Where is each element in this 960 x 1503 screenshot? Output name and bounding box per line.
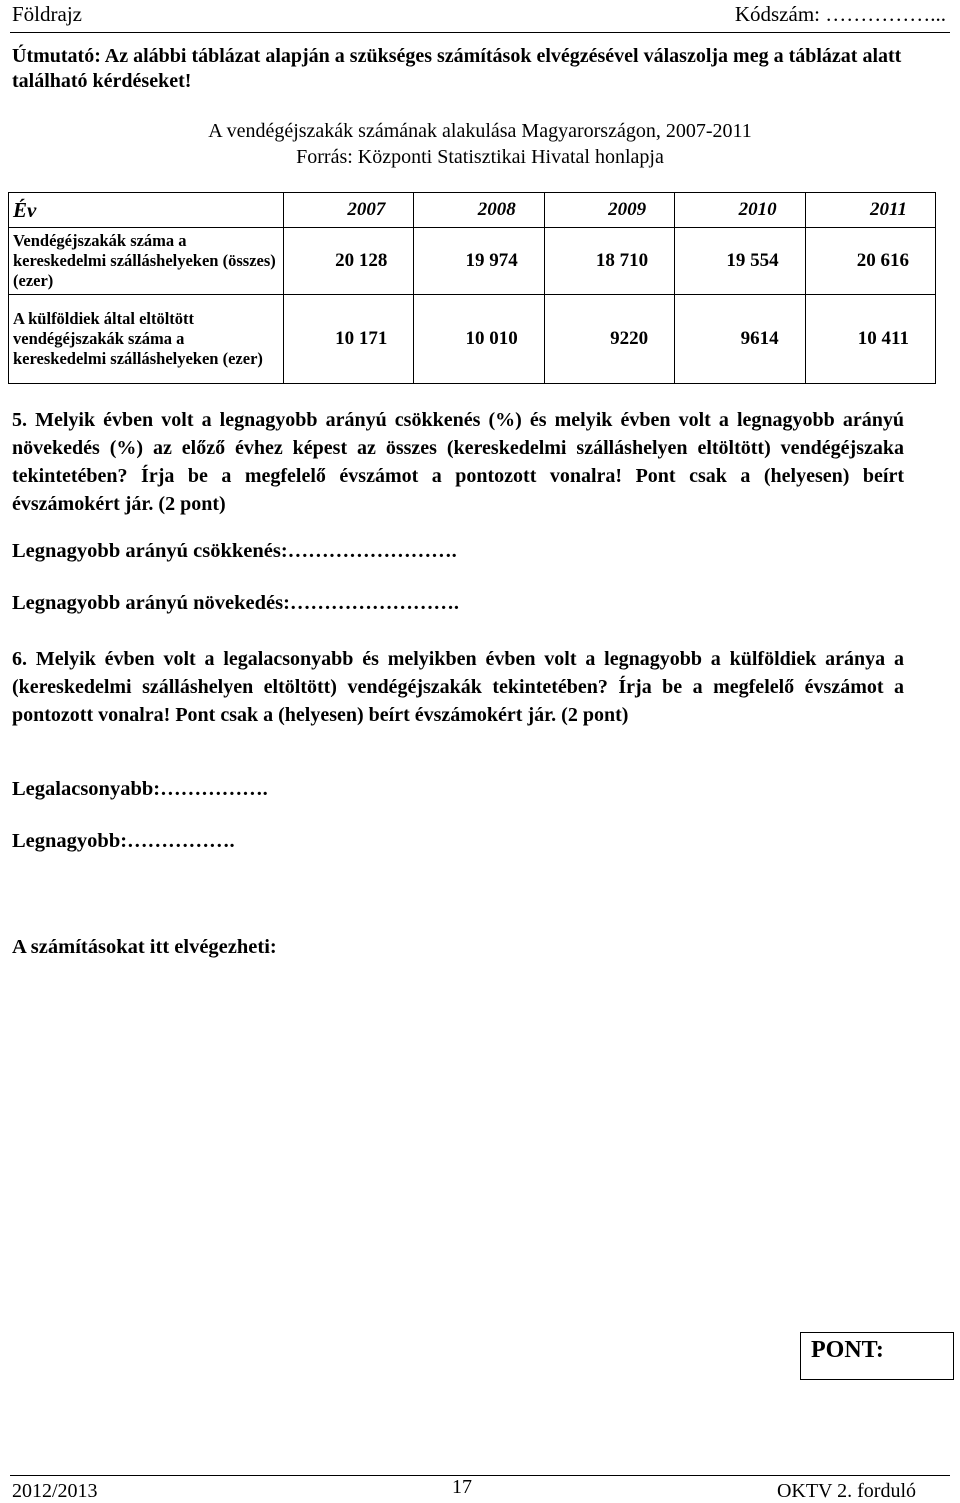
table-row-total xyxy=(9,228,936,295)
cell-foreign-2011: 10 411 xyxy=(805,295,935,384)
cell-total-2010: 19 554 xyxy=(675,228,805,295)
header-subject: Földrajz xyxy=(12,2,82,26)
cell-foreign-2008: 10 010 xyxy=(414,295,544,384)
cell-total-2011: 20 616 xyxy=(805,228,935,295)
score-label: PONT: xyxy=(811,1337,884,1363)
header-label-year: Év xyxy=(9,193,284,228)
cell-total-2008: 19 974 xyxy=(414,228,544,295)
table-header-row xyxy=(9,193,936,228)
footer-year: 2012/2013 xyxy=(12,1480,98,1502)
year-2007: 2007 xyxy=(284,193,414,228)
year-2011: 2011 xyxy=(805,193,935,228)
footer-page-number: 17 xyxy=(452,1476,472,1498)
question-6-answer-lowest[interactable]: Legalacsonyabb:……………. xyxy=(12,778,268,800)
question-5-text: 5. Melyik évben volt a legnagyobb arányú csökkenés (%) és melyik évben volt a legnagyobb arányú növekedés (%) az előző évhez képest az összes (kereskedelmi szálláshelyen eltöltött) vendégéjszaka tekintetében? Írja be a megfelelő évszámot a pontozott vonalra! Pont csak a (helyesen) beírt évszámokért jár. (2 pont) xyxy=(12,409,904,515)
header-code-label: Kódszám: ……………... xyxy=(734,2,946,26)
question-6-text: 6. Melyik évben volt a legalacsonyabb és melyikben évben volt a legnagyobb a külföldiek aránya a (kereskedelmi szálláshelyen eltöltött) vendégéjszakák tekintetében? Írja be a megfelelő évszámot a pontozott vonalra! Pont csak a (helyesen) beírt évszámokért jár. (2 pont) xyxy=(12,648,904,726)
footer-round: OKTV 2. forduló xyxy=(776,1480,916,1502)
table-caption xyxy=(0,118,960,170)
cell-foreign-2010: 9614 xyxy=(675,295,805,384)
table-row-foreign xyxy=(9,295,936,384)
header-divider xyxy=(10,32,950,33)
cell-total-2009: 18 710 xyxy=(544,228,674,295)
question-6-answer-highest[interactable]: Legnagyobb:……………. xyxy=(12,830,235,852)
year-2008: 2008 xyxy=(414,193,544,228)
data-table xyxy=(8,192,936,384)
year-2009: 2009 xyxy=(544,193,674,228)
cell-foreign-2009: 9220 xyxy=(544,295,674,384)
footer-divider xyxy=(10,1475,950,1476)
cell-total-2007: 20 128 xyxy=(284,228,414,295)
row-label-foreign: A külföldiek által eltöltött vendégéjszakák száma a kereskedelmi szálláshelyeken (ezer) xyxy=(9,295,284,384)
question-5-answer-decrease[interactable]: Legnagyobb arányú csökkenés:……………………. xyxy=(12,540,457,562)
calculation-area-label: A számításokat itt elvégezheti: xyxy=(12,936,277,958)
score-box[interactable] xyxy=(800,1332,954,1380)
table-source: Forrás: Központi Statisztikai Hivatal honlapja xyxy=(296,146,664,168)
instruction-text: Útmutató: Az alábbi táblázat alapján a szükséges számítások elvégzésével válaszolja meg a táblázat alatt található kérdéseket! xyxy=(12,45,902,92)
table-title: A vendégéjszakák számának alakulása Magyarországon, 2007-2011 xyxy=(208,120,752,142)
year-2010: 2010 xyxy=(675,193,805,228)
row-label-total: Vendégéjszakák száma a kereskedelmi szálláshelyeken (összes) (ezer) xyxy=(9,228,284,295)
question-5-answer-increase[interactable]: Legnagyobb arányú növekedés:……………………. xyxy=(12,592,460,614)
cell-foreign-2007: 10 171 xyxy=(284,295,414,384)
